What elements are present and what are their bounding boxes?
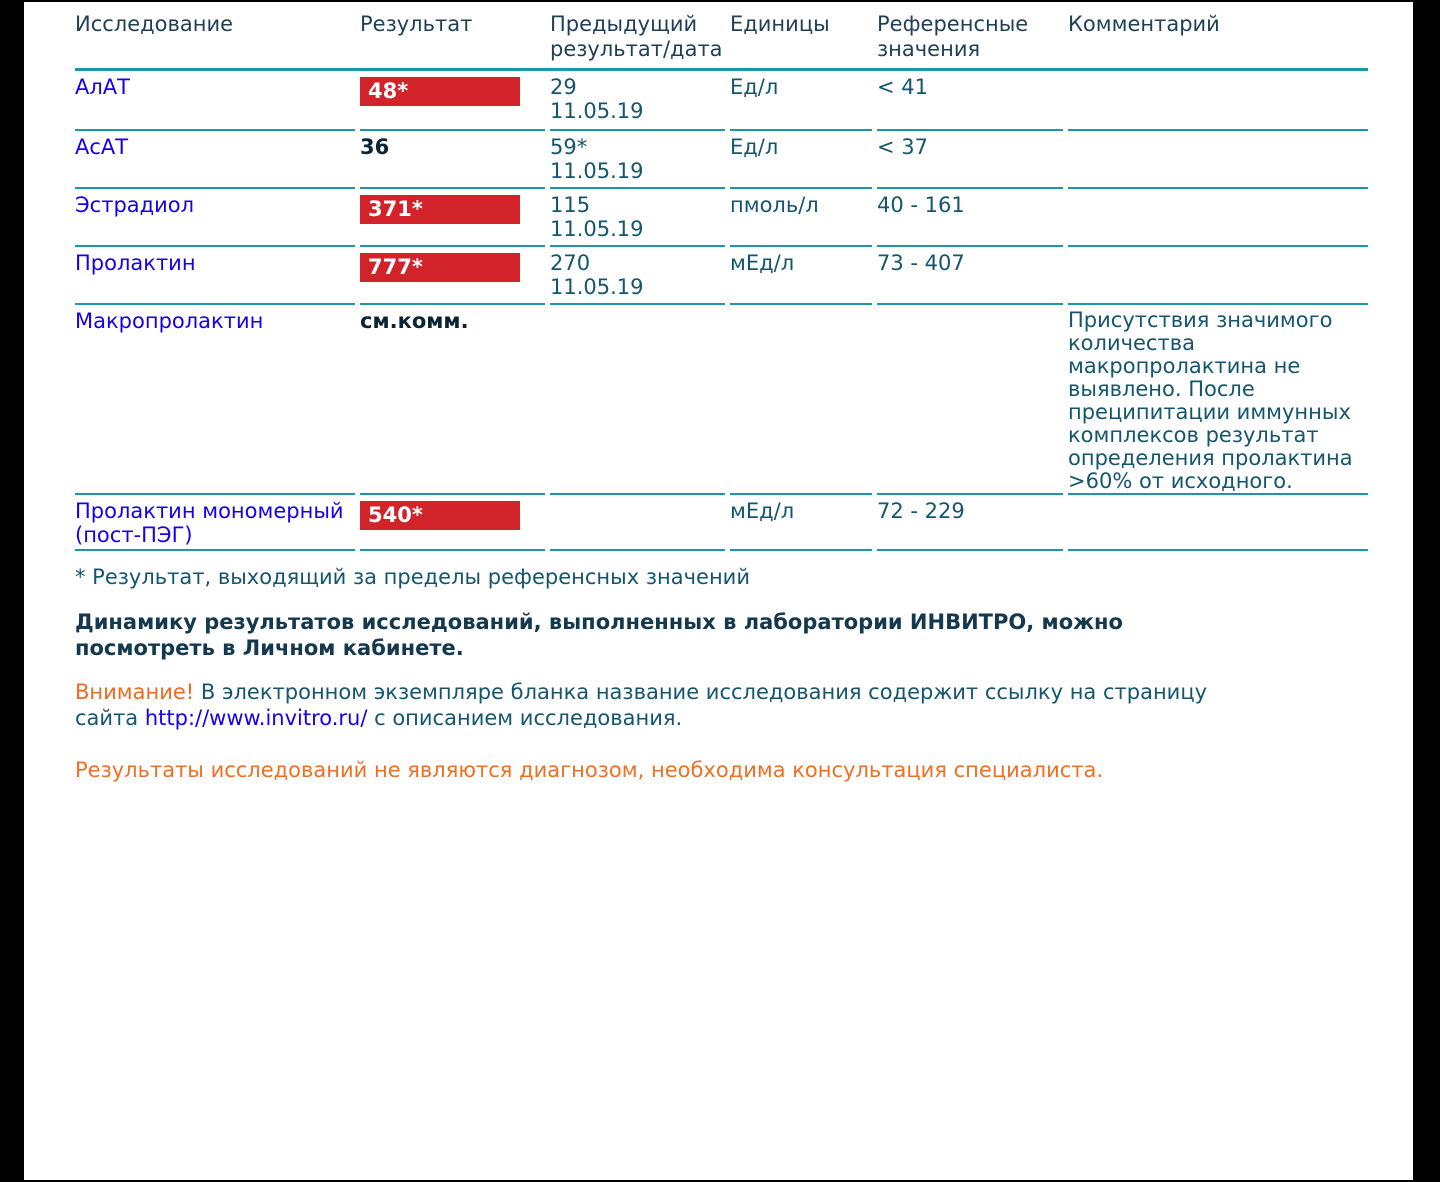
col-header-reference: Референсные значения: [877, 12, 1029, 61]
col-header-previous: Предыдущий результат/дата: [550, 12, 723, 61]
reference-cell: 40 - 161: [877, 187, 1063, 245]
scan-edge-left: [0, 0, 24, 1182]
previous-value: 115: [550, 193, 591, 217]
attention-label: Внимание!: [75, 680, 195, 704]
dynamics-note: Динамику результатов исследований, выполненных в лаборатории ИНВИТРО, можно посмотреть в Личном кабинете.: [75, 610, 1123, 660]
table-header-row: [75, 8, 1368, 71]
table-row: [75, 493, 1368, 551]
test-name-link[interactable]: АсАТ: [75, 135, 129, 159]
col-header-comment: Комментарий: [1068, 12, 1220, 36]
scan-edge-top: [0, 0, 1440, 2]
previous-date: 11.05.19: [550, 99, 644, 123]
report-content: [75, 8, 1375, 783]
units-cell: мЕд/л: [730, 245, 872, 303]
previous-date: 11.05.19: [550, 159, 644, 183]
result-flag-badge: 540*: [360, 501, 520, 530]
table-row: [75, 71, 1368, 129]
test-name-link[interactable]: Эстрадиол: [75, 193, 195, 217]
units-cell: [730, 303, 872, 493]
out-of-range-footnote: * Результат, выходящий за пределы референсных значений: [75, 565, 750, 589]
previous-date: 11.05.19: [550, 275, 644, 299]
units-cell: Ед/л: [730, 75, 779, 99]
result-value: 36: [360, 135, 390, 159]
test-name-link[interactable]: Пролактин: [75, 251, 196, 275]
table-row: [75, 187, 1368, 245]
test-name-link[interactable]: Пролактин мономерный (пост-ПЭГ): [75, 499, 344, 547]
previous-result-cell: [550, 187, 725, 245]
previous-date: 11.05.19: [550, 217, 644, 241]
previous-result-cell: [550, 129, 725, 187]
previous-result-cell: [550, 493, 725, 551]
reference-cell: 73 - 407: [877, 245, 1063, 303]
table-row: [75, 129, 1368, 187]
test-name-link[interactable]: АлАТ: [75, 75, 130, 99]
results-table: [75, 8, 1368, 551]
invitro-site-link[interactable]: http://www.invitro.ru/: [144, 706, 368, 730]
col-header-result: Результат: [360, 12, 473, 36]
scan-edge-right: [1413, 0, 1440, 1182]
units-cell: Ед/л: [730, 129, 872, 187]
previous-result-cell: [550, 245, 725, 303]
attention-text-after-link: с описанием исследования.: [367, 706, 683, 730]
attention-text-before-link: В электронном экземпляре бланка название исследования содержит ссылку на страницу сайта: [75, 680, 1208, 730]
comment-cell: [1068, 493, 1368, 551]
comment-cell: [1068, 71, 1368, 129]
previous-value: 59*: [550, 135, 588, 159]
disclaimer-note: Результаты исследований не являются диагнозом, необходима консультация специалиста.: [75, 758, 1104, 782]
result-flag-badge: 371*: [360, 195, 520, 224]
comment-cell: [1068, 245, 1368, 303]
previous-result-cell: [550, 303, 725, 493]
reference-cell: < 37: [877, 129, 1063, 187]
test-name-link[interactable]: Макропролактин: [75, 309, 264, 333]
units-cell: пмоль/л: [730, 187, 872, 245]
previous-value: 270: [550, 251, 591, 275]
units-cell: мЕд/л: [730, 493, 872, 551]
col-header-study: Исследование: [75, 12, 234, 36]
reference-cell: < 41: [877, 75, 928, 99]
result-value: см.комм.: [360, 309, 469, 333]
table-row: [75, 245, 1368, 303]
result-flag-badge: 48*: [360, 77, 520, 106]
previous-result-cell: [550, 71, 725, 129]
result-flag-badge: 777*: [360, 253, 520, 282]
reference-cell: [877, 303, 1063, 493]
reference-cell: 72 - 229: [877, 493, 1063, 551]
col-header-units: Единицы: [730, 12, 830, 36]
comment-cell: Присутствия значимого количества макропролактина не выявлено. После преципитации иммунных комплексов результат определения пролактина >60% от исходного.: [1068, 303, 1368, 493]
comment-cell: [1068, 129, 1368, 187]
attention-note: [75, 679, 1255, 731]
comment-cell: [1068, 187, 1368, 245]
previous-value: 29: [550, 75, 577, 99]
table-row: [75, 303, 1368, 493]
